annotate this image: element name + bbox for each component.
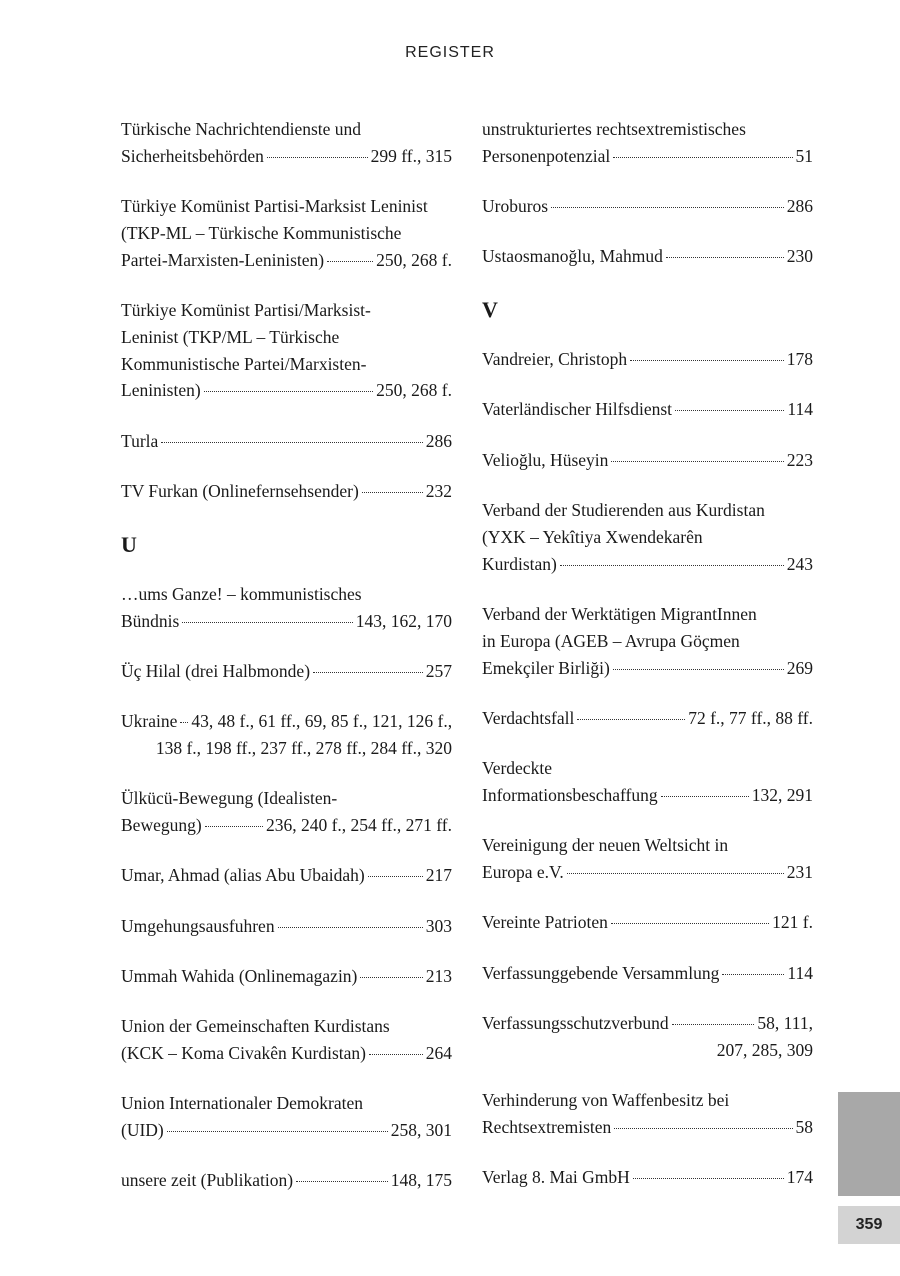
entry-term: Umgehungsausfuhren <box>121 915 275 936</box>
entry-final-line <box>121 1167 452 1194</box>
index-column-left <box>121 116 452 1218</box>
dot-leader <box>368 876 423 877</box>
index-entry <box>482 909 813 936</box>
dot-leader <box>613 157 792 158</box>
entry-term: Bündnis <box>121 610 180 631</box>
entry-pages: 286 <box>786 196 813 217</box>
dot-leader <box>551 207 784 208</box>
entry-text-line: Verhinderung von Waffenbesitz bei <box>482 1090 730 1111</box>
entry-pages: 258, 301 <box>390 1120 452 1141</box>
entry-final-line <box>482 1010 813 1037</box>
entry-pages: 58, 111, <box>757 1012 813 1033</box>
entry-pages: 121 f. <box>772 912 813 933</box>
entry-term: Europa e.V. <box>482 862 564 883</box>
entry-final-line <box>121 913 452 940</box>
entry-pages-continued: 207, 285, 309 <box>716 1039 813 1060</box>
entry-pages: 58 <box>795 1116 813 1137</box>
entry-pages: 299 ff., 315 <box>370 145 452 166</box>
entry-final-line <box>121 1117 452 1144</box>
entry-final-line <box>482 143 813 170</box>
entry-text-line: Verband der Werktätigen MigrantInnen <box>482 603 757 624</box>
dot-leader <box>672 1024 755 1025</box>
thumb-index-tab <box>838 1092 900 1196</box>
entry-text-line: Kommunistische Partei/Marxisten- <box>121 353 367 374</box>
entry-final-line <box>482 859 813 886</box>
entry-final-line <box>121 478 452 505</box>
entry-term: Ukraine <box>121 711 178 732</box>
entry-final-line <box>121 862 452 889</box>
entry-final-line <box>482 243 813 270</box>
entry-text-line: Ülkücü-Bewegung (Idealisten- <box>121 788 338 809</box>
entry-text-line: Türkiye Komünist Partisi-Marksist Leninist <box>121 196 428 217</box>
entry-pages: 143, 162, 170 <box>355 610 452 631</box>
dot-leader <box>267 157 368 158</box>
entry-term: Ummah Wahida (Onlinemagazin) <box>121 965 358 986</box>
entry-final-line <box>482 655 813 682</box>
entry-term: Kurdistan) <box>482 553 557 574</box>
entry-term: Partei-Marxisten-Leninisten) <box>121 249 325 270</box>
entry-final-line <box>482 909 813 936</box>
entry-term: Personenpotenzial <box>482 145 611 166</box>
index-entry <box>482 1087 813 1141</box>
index-entry <box>482 346 813 373</box>
entry-final-line <box>121 1040 452 1067</box>
entry-pages: 243 <box>786 553 813 574</box>
dot-leader <box>161 442 422 443</box>
index-entry <box>482 497 813 577</box>
entry-term: Üç Hilal (drei Halbmonde) <box>121 660 311 681</box>
index-entry <box>121 1090 452 1144</box>
entry-pages: 286 <box>425 430 452 451</box>
entry-final-line <box>121 812 452 839</box>
entry-text-line: Union Internationaler Demokraten <box>121 1093 363 1114</box>
index-entry <box>121 581 452 635</box>
entry-pages-continued: 138 f., 198 ff., 237 ff., 278 ff., 284 ff., 320 <box>155 737 452 758</box>
entry-final-line <box>482 447 813 474</box>
entry-text-line: (YXK – Yekîtiya Xwendekarên <box>482 526 703 547</box>
entry-pages: 264 <box>425 1043 452 1064</box>
entry-final-line <box>121 247 452 274</box>
entry-final-line <box>121 658 452 685</box>
index-entry <box>482 832 813 886</box>
entry-pages: 217 <box>425 865 452 886</box>
index-entry <box>121 297 452 404</box>
index-entry <box>482 447 813 474</box>
dot-leader <box>614 1128 792 1129</box>
entry-final-line <box>121 377 452 404</box>
index-entry <box>121 862 452 889</box>
dot-leader <box>661 796 749 797</box>
entry-final-line <box>482 193 813 220</box>
index-entry <box>121 1167 452 1194</box>
entry-term: Sicherheitsbehörden <box>121 145 264 166</box>
entry-term: Turla <box>121 430 159 451</box>
entry-term: Vaterländischer Hilfsdienst <box>482 399 673 420</box>
dot-leader <box>313 672 423 673</box>
dot-leader <box>666 257 784 258</box>
index-entry <box>121 428 452 455</box>
entry-term: Verfassunggebende Versammlung <box>482 962 720 983</box>
index-entry <box>482 705 813 732</box>
index-entry <box>121 193 452 273</box>
index-entry <box>482 396 813 423</box>
dot-leader <box>611 923 769 924</box>
dot-leader <box>362 492 423 493</box>
entry-pages: 257 <box>425 660 452 681</box>
entry-term: TV Furkan (Onlinefernsehsender) <box>121 480 359 501</box>
index-entry <box>482 1010 813 1064</box>
entry-text-line: Verdeckte <box>482 758 552 779</box>
entry-pages: 51 <box>795 145 813 166</box>
entry-term: Umar, Ahmad (alias Abu Ubaidah) <box>121 865 365 886</box>
entry-final-line <box>121 608 452 635</box>
entry-term: (KCK – Koma Civakên Kurdistan) <box>121 1043 366 1064</box>
entry-pages: 303 <box>425 915 452 936</box>
entry-final-line <box>482 396 813 423</box>
index-entry <box>121 785 452 839</box>
entry-pages: 213 <box>425 965 452 986</box>
entry-term: Uroburos <box>482 196 549 217</box>
dot-leader <box>278 927 423 928</box>
entry-final-line <box>482 782 813 809</box>
dot-leader <box>296 1181 388 1182</box>
entry-pages: 230 <box>786 246 813 267</box>
index-entry <box>121 478 452 505</box>
index-entry <box>121 116 452 170</box>
entry-text-line: Vereinigung der neuen Weltsicht in <box>482 835 729 856</box>
page-number: 359 <box>838 1206 900 1244</box>
entry-pages: 174 <box>786 1167 813 1188</box>
entry-pages: 132, 291 <box>751 784 813 805</box>
dot-leader <box>204 391 373 392</box>
dot-leader <box>327 261 373 262</box>
dot-leader <box>577 719 685 720</box>
entry-term: Vandreier, Christoph <box>482 349 628 370</box>
entry-text-line: in Europa (AGEB – Avrupa Göçmen <box>482 630 740 651</box>
index-entry <box>482 193 813 220</box>
entry-pages: 43, 48 f., 61 ff., 69, 85 f., 121, 126 f., <box>191 711 453 732</box>
index-entry <box>121 963 452 990</box>
index-entry <box>121 913 452 940</box>
section-letter: V <box>482 297 498 323</box>
entry-term: Emekçiler Birliği) <box>482 657 610 678</box>
entry-final-line <box>482 346 813 373</box>
entry-final-line <box>482 551 813 578</box>
dot-leader <box>613 669 784 670</box>
entry-term: Informationsbeschaffung <box>482 784 658 805</box>
dot-leader <box>630 360 784 361</box>
dot-leader <box>205 826 263 827</box>
dot-leader <box>567 873 784 874</box>
index-entry <box>121 708 452 762</box>
entry-pages: 250, 268 f. <box>376 249 452 270</box>
index-entry <box>121 1013 452 1067</box>
entry-final-line <box>121 143 452 170</box>
dot-leader <box>180 722 188 723</box>
entry-pages: 72 f., 77 ff., 88 ff. <box>688 707 813 728</box>
entry-term: (UID) <box>121 1120 164 1141</box>
entry-term: Ustaosmanoğlu, Mahmud <box>482 246 663 267</box>
entry-pages: 250, 268 f. <box>376 380 452 401</box>
entry-pages: 231 <box>786 862 813 883</box>
entry-final-line <box>482 1164 813 1191</box>
entry-term: Velioğlu, Hüseyin <box>482 449 609 470</box>
entry-final-line <box>482 705 813 732</box>
entry-pages: 114 <box>787 962 813 983</box>
entry-text-line: unstrukturiertes rechtsextremistisches <box>482 119 746 139</box>
entry-pages: 236, 240 f., 254 ff., 271 ff. <box>265 815 452 836</box>
entry-final-line <box>121 708 452 735</box>
entry-term: Leninisten) <box>121 380 201 401</box>
entry-text-line: Türkiye Komünist Partisi/Marksist- <box>121 299 371 320</box>
entry-text-line: …ums Ganze! – kommunistisches <box>121 583 362 604</box>
entry-pages: 148, 175 <box>390 1170 452 1191</box>
entry-text-line: Leninist (TKP/ML – Türkische <box>121 326 340 347</box>
entry-term: Rechtsextremisten <box>482 1116 612 1137</box>
entry-final-line <box>121 963 452 990</box>
dot-leader <box>633 1178 784 1179</box>
dot-leader <box>369 1054 423 1055</box>
dot-leader <box>722 974 784 975</box>
index-entry <box>482 243 813 270</box>
dot-leader <box>675 410 784 411</box>
entry-term: Verlag 8. Mai GmbH <box>482 1167 630 1188</box>
entry-final-line <box>482 1114 813 1141</box>
entry-pages: 114 <box>787 399 813 420</box>
index-entry <box>482 755 813 809</box>
entry-text-line: Union der Gemeinschaften Kurdistans <box>121 1016 390 1037</box>
index-entry <box>121 658 452 685</box>
index-entry <box>482 960 813 987</box>
entry-final-line <box>482 960 813 987</box>
index-entry <box>482 116 813 170</box>
dot-leader <box>182 622 352 623</box>
entry-term: Verfassungsschutzverbund <box>482 1012 669 1033</box>
entry-term: Verdachtsfall <box>482 707 575 728</box>
section-letter: U <box>121 531 137 557</box>
dot-leader <box>167 1131 388 1132</box>
entry-text-line: Verband der Studierenden aus Kurdistan <box>482 500 765 521</box>
entry-pages: 232 <box>425 480 452 501</box>
dot-leader <box>611 461 783 462</box>
entry-final-line <box>121 428 452 455</box>
entry-pages: 178 <box>786 349 813 370</box>
index-column-right <box>482 116 813 1214</box>
index-entry <box>482 601 813 681</box>
entry-text-line: (TKP-ML – Türkische Kommunistische <box>121 222 402 243</box>
entry-term: Bewegung) <box>121 815 202 836</box>
running-header: REGISTER <box>405 44 495 61</box>
entry-pages: 223 <box>786 449 813 470</box>
entry-pages: 269 <box>786 657 813 678</box>
entry-text-line: Türkische Nachrichtendienste und <box>121 119 362 139</box>
dot-leader <box>360 977 422 978</box>
entry-term: unsere zeit (Publikation) <box>121 1170 294 1191</box>
entry-term: Vereinte Patrioten <box>482 912 608 933</box>
dot-leader <box>560 565 784 566</box>
index-entry <box>482 1164 813 1191</box>
